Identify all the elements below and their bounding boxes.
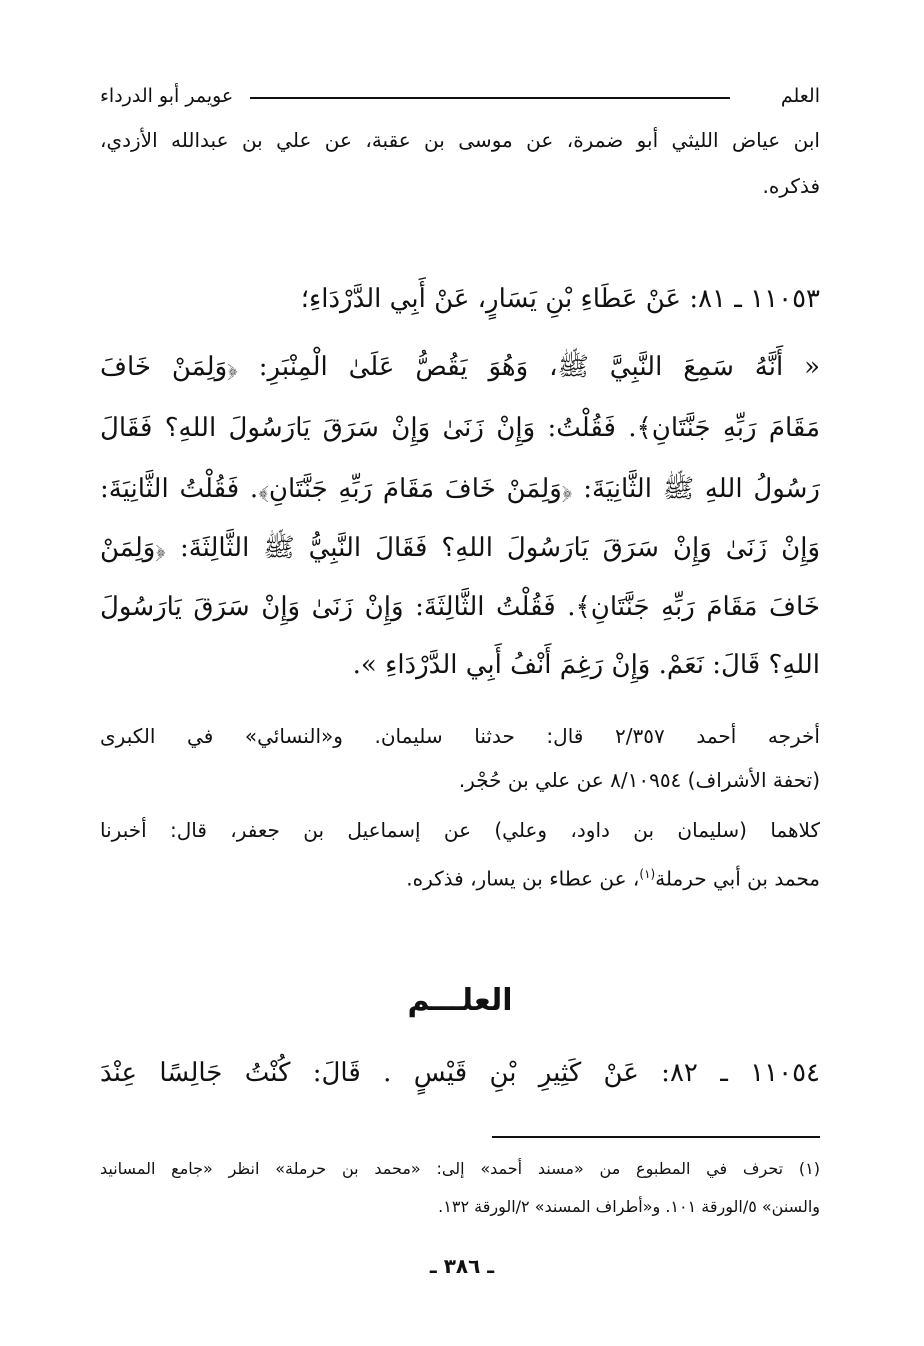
footnote-marker: (١) <box>639 867 656 881</box>
hadith-text-line: وَإِنْ زَنَىٰ وَإِنْ سَرَقَ يَارَسُولَ اللهِ؟ فَقَالَ النَّبِيُّ ﷺ الثَّالِثَةَ: ﴿وَلِمَنْ <box>100 533 820 563</box>
takhrij-line: (تحفة الأشراف) ٨/١٠٩٥٤ عن علي بن حُجْر. <box>458 768 820 792</box>
page-number: ـ ٣٨٦ ـ <box>429 1254 495 1278</box>
footnote-line: (١) تحرف في المطبوع من «مسند أحمد» إلى: «محمد بن حرملة» انظر «جامع المسانيد <box>100 1159 820 1178</box>
intro-line: ابن عياض الليثي أبو ضمرة، عن موسى بن عقبة، عن علي بن عبدالله الأزدي، <box>100 128 820 152</box>
hadith-text-line: مَقَامَ رَبِّهِ جَنَّتَانِ﴾. فَقُلْتُ: وَإِنْ زَنَىٰ وَإِنْ سَرَقَ يَارَسُولَ اللهِ؟ فَقَالَ <box>100 413 820 443</box>
chapter-title: العلـــم <box>407 983 513 1018</box>
intro-line: فذكره. <box>762 174 820 198</box>
running-header <box>100 80 820 112</box>
hadith-text-line: « أَنَّهُ سَمِعَ النَّبِيَّ ﷺ، وَهُوَ يَقُصُّ عَلَىٰ الْمِنْبَرِ: ﴿وَلِمَنْ خَافَ <box>100 352 820 382</box>
header-narrator: عويمر أبو الدرداء <box>100 85 234 107</box>
header-rule <box>250 97 730 99</box>
footnote-line: والسنن» ٥/الورقة ١٠١. و«أطراف المسند» ٢/الورقة ١٣٢. <box>438 1197 820 1216</box>
header-chapter: العلم <box>780 85 820 107</box>
takhrij-line: كلاهما (سليمان بن داود، وعلي) عن إسماعيل بن جعفر، قال: أخبرنا <box>100 818 820 842</box>
hadith-text-line: اللهِ؟ قَالَ: نَعَمْ. وَإِنْ رَغِمَ أَنْفُ أَبِي الدَّرْدَاءِ ». <box>352 650 820 680</box>
takhrij-text: ، عن عطاء بن يسار، فذكره. <box>406 866 640 891</box>
hadith-text-line: ١١٠٥٤ ـ ٨٢: عَنْ كَثِيرِ بْنِ قَيْسٍ . قَالَ: كُنْتُ جَالِسًا عِنْدَ <box>100 1058 820 1088</box>
takhrij-line <box>100 854 820 894</box>
footnote-separator <box>492 1136 820 1138</box>
takhrij-text: محمد بن أبي حرملة <box>655 866 820 891</box>
hadith-text-line: ١١٠٥٣ ـ ٨١: عَنْ عَطَاءِ بْنِ يَسَارٍ، عَنْ أَبِي الدَّرْدَاءِ؛ <box>300 284 820 314</box>
hadith-text-line: خَافَ مَقَامَ رَبِّهِ جَنَّتَانِ﴾. فَقُلْتُ الثَّالِثَةَ: وَإِنْ زَنَىٰ وَإِنْ سَرَقَ يَارَسُولَ <box>100 592 820 622</box>
takhrij-line: أخرجه أحمد ٢/٣٥٧ قال: حدثنا سليمان. و«النسائي» في الكبرى <box>100 724 820 748</box>
hadith-text-line: رَسُولُ اللهِ ﷺ الثَّانِيَةَ: ﴿وَلِمَنْ خَافَ مَقَامَ رَبِّهِ جَنَّتَانِ﴾. فَقُلْتُ الثَّانِيَةَ: <box>100 474 820 504</box>
